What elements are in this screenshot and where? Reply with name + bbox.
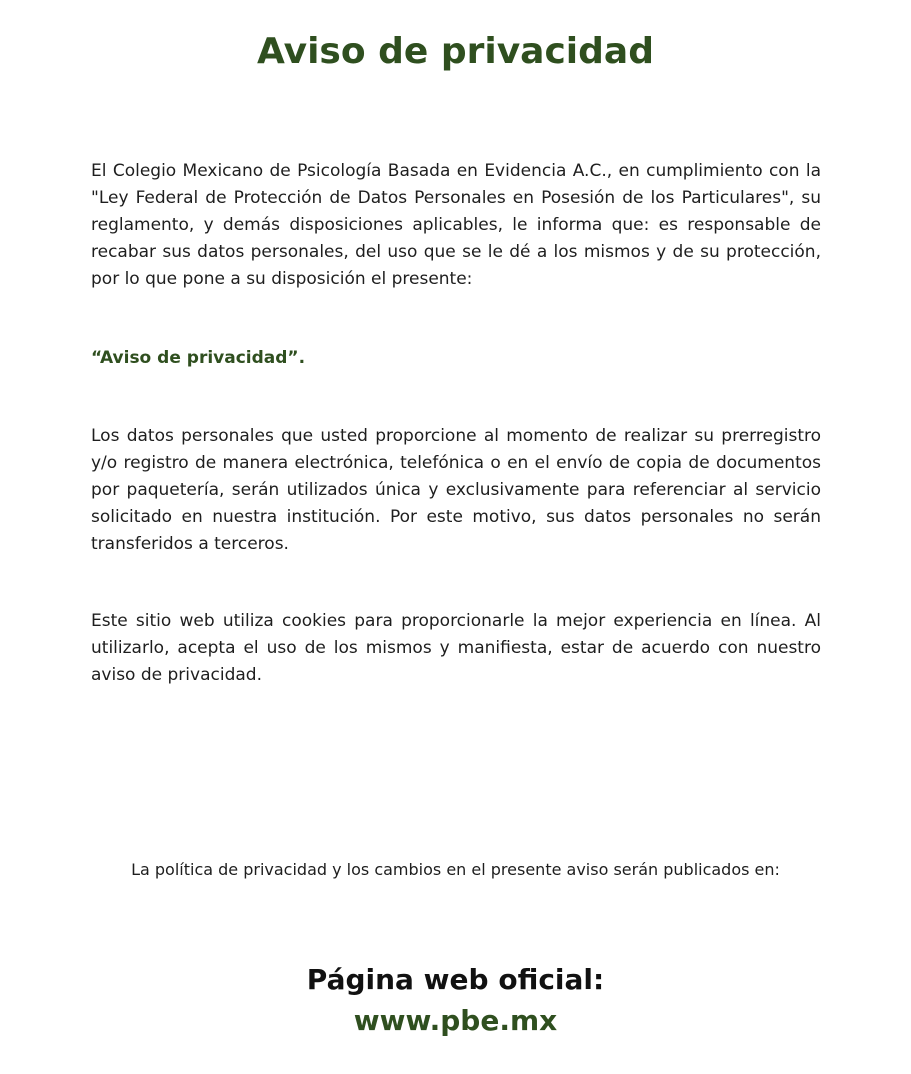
data-use-paragraph: Los datos personales que usted proporcione al momento de realizar su prerregistro y/o registro de manera electrónica, telefónica o en el envío de copia de documentos por paquetería, serán utilizados única y exclusivamente para referenciar al servicio solicitado en nuestra institución. Por este motivo, sus datos personales no serán transferidos a terceros. bbox=[91, 426, 821, 554]
intro-paragraph: El Colegio Mexicano de Psicología Basada en Evidencia A.C., en cumplimiento con la "Ley Federal de Protección de Datos Personales en Posesión de los Particulares", su reglamento, y demás disposiciones aplicables, le informa que: es responsable de recabar sus datos personales, del uso que se le dé a los mismos y de su protección, por lo que pone a su disposición el presente: bbox=[91, 161, 821, 289]
official-website-link[interactable]: www.pbe.mx bbox=[353, 1004, 558, 1037]
cookies-paragraph: Este sitio web utiliza cookies para proporcionarle la mejor experiencia en línea. Al utilizarlo, acepta el uso de los mismos y manifiesta, estar de acuerdo con nuestro aviso de privacidad. bbox=[91, 611, 821, 685]
publication-notice: La política de privacidad y los cambios en el presente aviso serán publicados en: bbox=[131, 860, 780, 879]
official-website-label: Página web oficial: bbox=[306, 963, 605, 996]
notice-subtitle: “Aviso de privacidad”. bbox=[91, 348, 306, 368]
page-title: Aviso de privacidad bbox=[257, 31, 654, 72]
